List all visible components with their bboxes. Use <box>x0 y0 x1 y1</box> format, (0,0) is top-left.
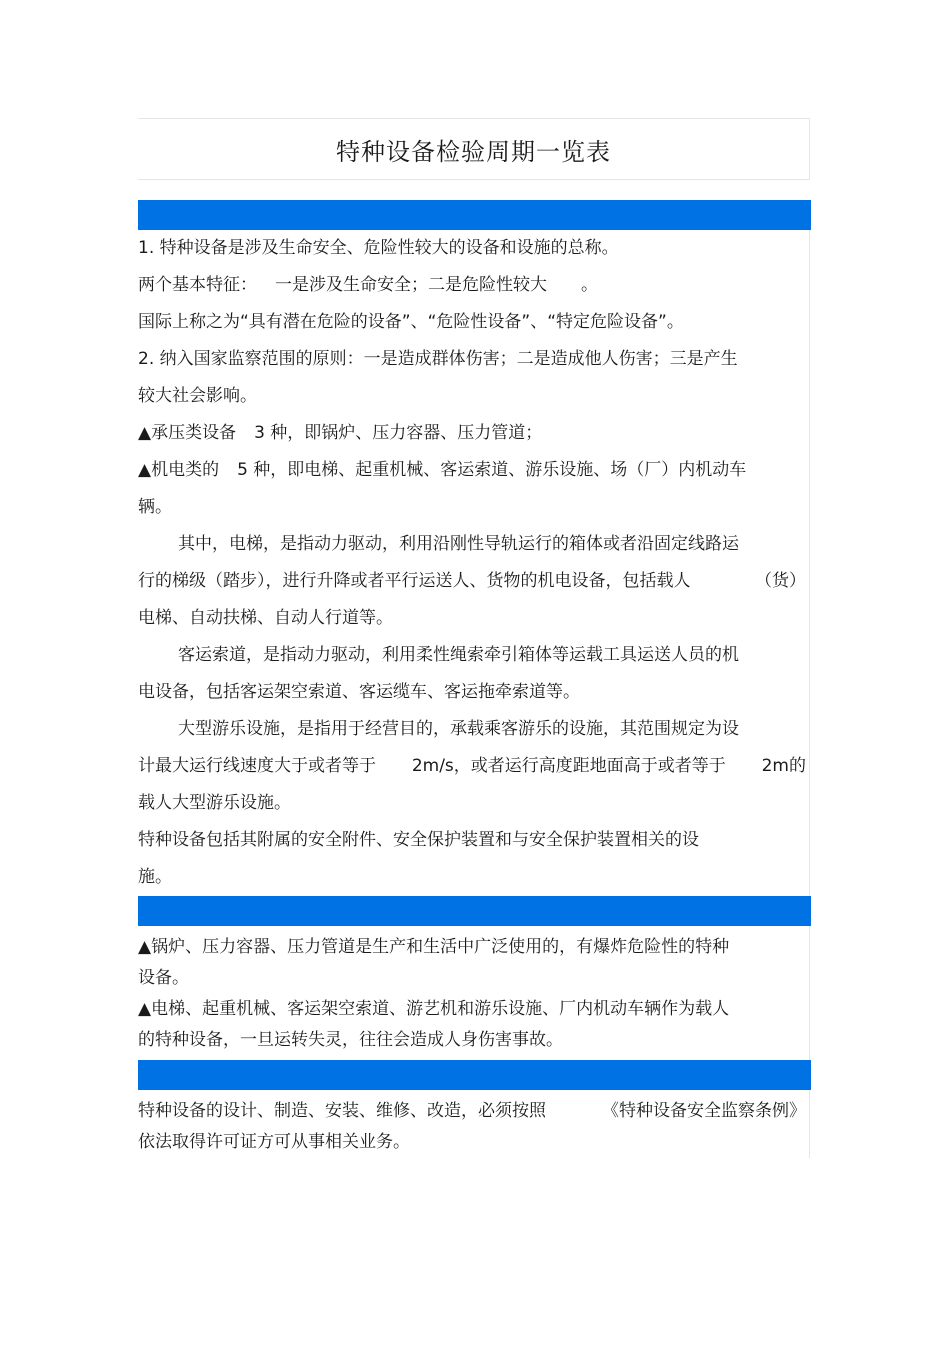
text-span: 两个基本特征： <box>138 275 257 295</box>
text-span: 。 <box>581 275 598 295</box>
paragraph-line: 2. 纳入国家监察范围的原则：一是造成群体伤害；二是造成他人伤害；三是产生 <box>138 349 738 369</box>
paragraph-line <box>138 452 809 489</box>
paragraph-line: 较大社会影响。 <box>138 386 257 406</box>
paragraph-line: 的特种设备，一旦运转失灵，往往会造成人身伤害事故。 <box>138 1030 563 1050</box>
section-header-bar-2 <box>138 896 811 926</box>
paragraph-line: 依法取得许可证方可从事相关业务。 <box>138 1132 410 1152</box>
paragraph-line: 国际上称之为“具有潜在危险的设备”、“危险性设备”、“特定危险设备”。 <box>138 312 684 332</box>
text-span: 5 种，即电梯、起重机械、客运索道、游乐设施、场（厂）内机动车 <box>237 460 747 480</box>
paragraph-line: 辆。 <box>138 497 172 517</box>
text-span: 计最大运行线速度大于或者等于 <box>138 756 376 776</box>
paragraph-line <box>138 267 809 304</box>
document-page <box>138 118 810 1158</box>
text-span: 3 种，即锅炉、压力容器、压力管道； <box>254 423 543 443</box>
text-span: ▲承压类设备 <box>138 423 237 443</box>
paragraph-line: ▲锅炉、压力容器、压力管道是生产和生活中广泛使用的，有爆炸危险性的特种 <box>138 937 730 957</box>
paragraph-line <box>138 748 806 785</box>
text-span: 2m/s，或者运行高度距地面高于或者等于 <box>411 756 726 776</box>
page-title: 特种设备检验周期一览表 <box>336 137 611 166</box>
paragraph-line: 其中，电梯，是指动力驱动，利用沿刚性导轨运行的箱体或者沿固定线路运 <box>178 534 739 554</box>
paragraph-line <box>138 1096 806 1127</box>
text-span: 特种设备的设计、制造、安装、维修、改造，必须按照 <box>138 1101 546 1121</box>
text-span: （货） <box>755 571 806 591</box>
text-span: 一是涉及生命安全；二是危险性较大 <box>275 275 547 295</box>
paragraph-line: 1. 特种设备是涉及生命安全、危险性较大的设备和设施的总称。 <box>138 238 619 258</box>
section-header-bar-1 <box>138 200 811 230</box>
text-span: 《特种设备安全监察条例》 <box>602 1101 806 1121</box>
paragraph-line: 大型游乐设施，是指用于经营目的，承载乘客游乐的设施，其范围规定为设 <box>178 719 739 739</box>
paragraph-line: 电梯、自动扶梯、自动人行道等。 <box>138 608 393 628</box>
text-span: 行的梯级（踏步），进行升降或者平行运送人、货物的机电设备，包括载人 <box>138 571 691 591</box>
title-box <box>138 118 810 180</box>
paragraph-line: 施。 <box>138 867 172 887</box>
paragraph-line: 特种设备包括其附属的安全附件、安全保护装置和与安全保护装置相关的设 <box>138 830 699 850</box>
paragraph-line: 客运索道，是指动力驱动，利用柔性绳索牵引箱体等运载工具运送人员的机 <box>178 645 739 665</box>
paragraph-line: 设备。 <box>138 968 189 988</box>
text-span: 2m的 <box>761 756 806 776</box>
section-licensing <box>138 1090 810 1158</box>
paragraph-line: 电设备，包括客运架空索道、客运缆车、客运拖牵索道等。 <box>138 682 580 702</box>
section-hazards <box>138 926 810 1060</box>
paragraph-line: ▲电梯、起重机械、客运架空索道、游艺机和游乐设施、厂内机动车辆作为载人 <box>138 999 730 1019</box>
text-span: ▲机电类的 <box>138 460 220 480</box>
paragraph-line: 载人大型游乐设施。 <box>138 793 291 813</box>
section-definition <box>138 230 810 896</box>
paragraph-line <box>138 415 809 452</box>
paragraph-line <box>138 563 806 600</box>
section-header-bar-3 <box>138 1060 811 1090</box>
